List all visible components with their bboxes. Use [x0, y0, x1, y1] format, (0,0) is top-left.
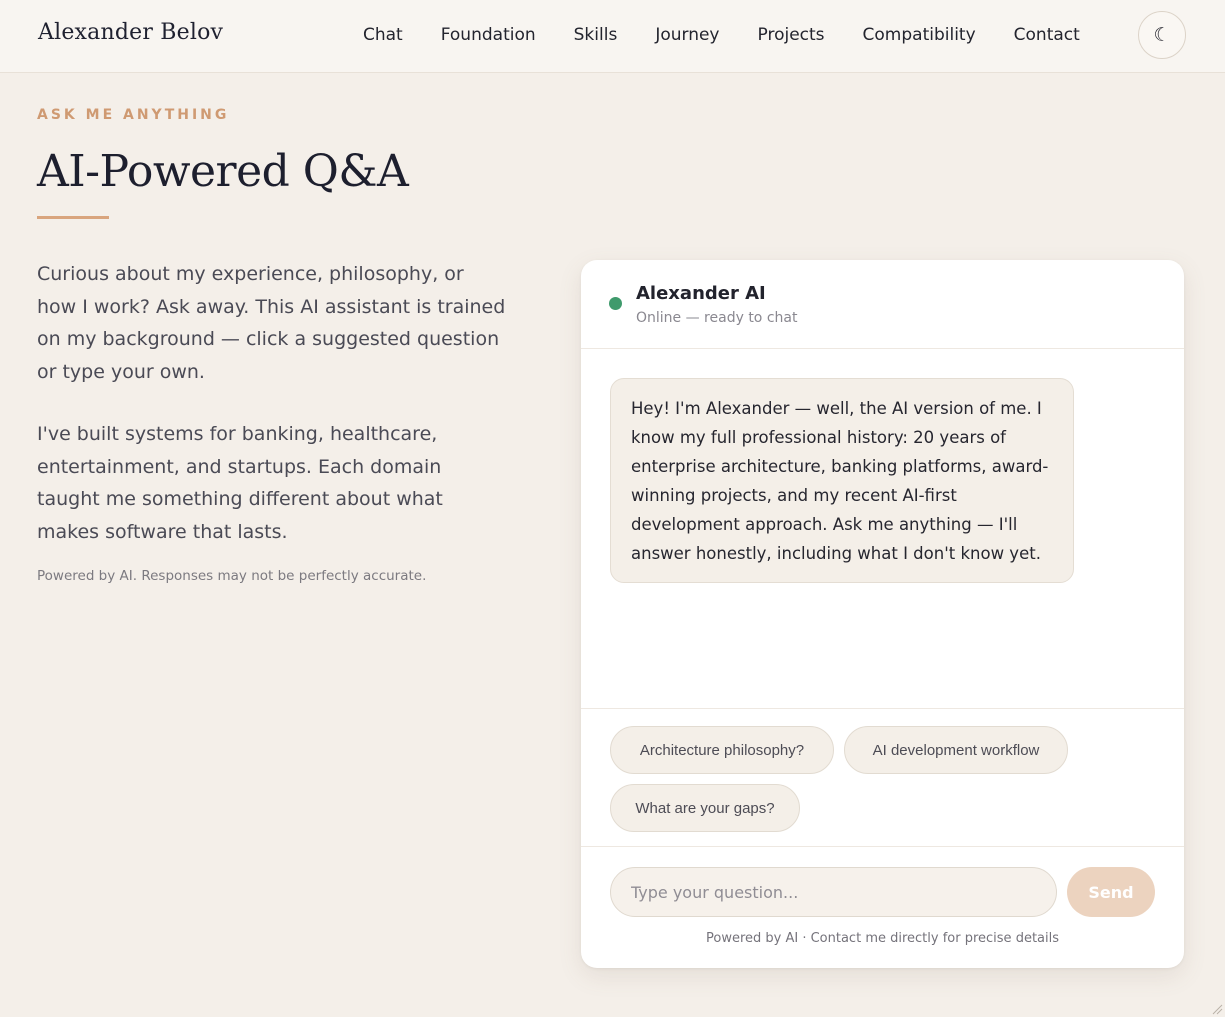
resize-grip-icon[interactable] [1211, 1003, 1223, 1015]
ai-disclaimer: Powered by AI. Responses may not be perfectly accurate. [37, 568, 427, 584]
question-input[interactable] [610, 867, 1057, 917]
suggestion-chip[interactable]: Architecture philosophy? [610, 726, 834, 774]
page-title: AI-Powered Q&A [37, 146, 409, 197]
top-navigation-bar [0, 0, 1225, 73]
chat-header [581, 260, 1184, 349]
moon-icon: ☾ [1153, 24, 1171, 46]
nav-chat[interactable]: Chat [363, 25, 403, 45]
nav-contact[interactable]: Contact [1013, 25, 1080, 45]
bot-status: Online — ready to chat [636, 310, 798, 326]
nav-skills[interactable]: Skills [573, 25, 618, 45]
nav-projects[interactable]: Projects [757, 25, 825, 45]
chat-footer-note: Powered by AI · Contact me directly for precise details [706, 931, 1059, 946]
nav-foundation[interactable]: Foundation [440, 25, 536, 45]
site-brand[interactable]: Alexander Belov [38, 20, 224, 45]
nav-compatibility[interactable]: Compatibility [862, 25, 976, 45]
assistant-message: Hey! I'm Alexander — well, the AI version of me. I know my full professional history: 20 years of enterprise architecture, banking platforms, award-winning projects, and my recent AI-first development approach. Ask me anything — I'll answer honestly, including what I don't know yet. [610, 378, 1074, 583]
intro-paragraph-2: I've built systems for banking, healthcare, entertainment, and startups. Each domain taught me something different about what makes software that lasts. [37, 423, 443, 543]
suggestion-chip[interactable]: What are your gaps? [610, 784, 800, 832]
intro-paragraph-1: Curious about my experience, philosophy, or how I work? Ask away. This AI assistant is trained on my background — click a suggested question or type your own. [37, 263, 506, 383]
section-eyebrow: ASK ME ANYTHING [37, 107, 230, 123]
title-underline [37, 216, 109, 219]
bot-name: Alexander AI [636, 283, 766, 304]
nav-journey[interactable]: Journey [655, 25, 720, 45]
suggestion-chip[interactable]: AI development workflow [844, 726, 1068, 774]
chat-input-area [581, 846, 1184, 968]
theme-toggle-button[interactable] [1138, 11, 1186, 59]
online-status-dot [609, 297, 622, 310]
chat-widget [581, 260, 1184, 968]
send-button[interactable]: Send [1067, 867, 1155, 917]
suggested-questions [581, 708, 1184, 846]
main-nav [363, 25, 1080, 45]
